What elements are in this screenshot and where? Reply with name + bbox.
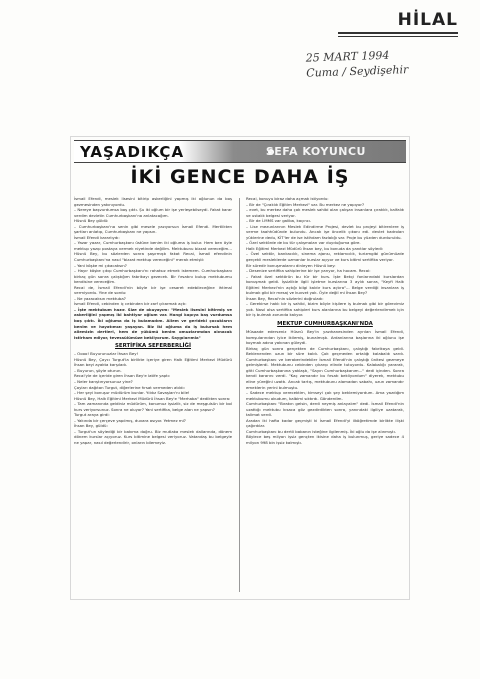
- paragraph: Recai, konuyu biraz daha açmak istiyordu:: [246, 196, 329, 201]
- article-column-right: [246, 196, 404, 594]
- handwritten-date: 25 MART 1994: [305, 48, 390, 65]
- paragraph: Recai'yle de içeride giren İhsan Bey'e latife yaptı:: [74, 373, 171, 379]
- masthead-rule-thin: [338, 36, 458, 37]
- section-title: YAŞADIKÇA: [80, 143, 185, 161]
- paragraph: – Yani köşke mi çıkacaksın?: [74, 262, 127, 268]
- handwritten-note: [306, 45, 457, 80]
- author-name: SEFA KOYUNCU: [265, 145, 366, 158]
- paragraph: – Bir de İ.MMS var galiba, kaçıncı.: [246, 218, 312, 224]
- paragraph: Bir süredir konuşmalarını dinleyen Hüsnü bey:: [246, 262, 336, 268]
- newspaper-masthead: HİLAL: [397, 10, 458, 30]
- paragraph: – Yakında bir çerçeve yapılmış, duvara asıyor. Yetmez mi?: [74, 417, 186, 423]
- newspaper-clipping: [74, 140, 406, 596]
- paragraph: – Desenize sertifika sahiplerine bir işe yarıyor, ha hocam. Recai:: [246, 268, 371, 274]
- paragraph: – Nereye başvurdumsa boş çıktı. Şu iki oğlum bir işe yerleşebilseydi. Fakat karar verdim devletin Cumhurbaşkanı'na anlatacağım.: [74, 207, 232, 218]
- subheading-letter: MEKTUP CUMHURBAŞKANI'NDA: [277, 321, 373, 328]
- paragraph: – Sadece mektup verecektim, kimseyi çok şey beklemiyordum. Ama yazdığım mektubumu okudum, kalbimi sıktırdı. Gönderdim.: [246, 390, 404, 401]
- section-header-bar: [74, 140, 406, 163]
- paragraph: Recai de, İsmail Efendi'nin böyle bir işe cesaret edebileceğine ihtimal vermiyordu. Yine de sordu:: [74, 284, 232, 296]
- article-column-left: [74, 196, 232, 594]
- paragraph: – evet, bu merkez daha çok meslek sahibi olan çalışan insanlara çıraklık, kalfalık ve ustalık belgesi veriyor.: [246, 207, 404, 218]
- paragraph: – Buyurun, şöyle oturun.: [74, 367, 122, 373]
- paragraph: – Lise mezunlarının Meslek Edindirme Projesi, devlet bu projeyi bitirenlere iş verme taahhüdünde bulundu. Ancak işe öncelik çıkanı edi. devlet kadroları yüklerine dedu, KİT'ler de ise istihdam fazlalığı var. Proje bu yüzden durduruldu.: [246, 223, 404, 240]
- masthead-rule: [338, 32, 458, 34]
- paragraph: – Özel sektör, bankacılık, sinema ajansı, reklamcılık, turizmgibi günümüzde gerçekli mesleklerde uzmanlar kurslar açıyor ve kurs bitimi sertifika veriyor.: [246, 251, 404, 263]
- paragraph: İsmail Efendi kararlıydı:: [74, 234, 120, 240]
- paragraph: – Ne yazacaksın mektuba?: [74, 295, 126, 301]
- paragraph: – Tam zamanında geldiniz müdürüm, konumuz işsizlik, siz de meşgulsün bir bol kurs veriyorsunuz. Sonra ne oluyor? Yani sertifika, belge alan ne yapsın?: [74, 401, 232, 412]
- paragraph: – Hayır köşke çıkıp Cumhurbaşkanı'nı rahatsız etmek istemem. Cumhurbaşkanı birkaç gün sonra çalıştığım fabrikayı gezecek. Bir fırsatını bulup mektubumu kendisine vereceğim.: [74, 268, 232, 285]
- paragraph: İsmail Efendi, cebinden iç cebinden bir zarf çıkarmak açtı:: [74, 301, 187, 307]
- paragraph: Çayları dağıtan Turgut, diğerlerine fırsat vermeden atıldı:: [74, 384, 185, 390]
- paragraph: Hüsnü Bey, Çaycı Turgut'la birlikte içeriye giren Halk Eğitimi Merkezi Müdürü İhsan beyi ayakta karşıladı.: [74, 356, 232, 368]
- paragraph: İhsan Bey, Recai'nin sözlerini doğruladı:: [246, 295, 324, 301]
- paragraph: Müsaade ederseniz Hüsnü Bey'in yazıhanesinden ayrılan İsmail Efendi, komşularından iyice ikilemiş, bunalmıştı. Ardanlarına başlarına iki oğlunu işe koymak adına yakınan güleydi.: [246, 329, 404, 346]
- paragraph: – İşte mektubum hazır. Size de okuyayım: "Meslek lisesini bitirmiş ve askerliğini yapmış iki bahtiyar oğlum var. Hangi kapıya baş vurdumsa boş çıktı. İki oğluma da iş bulamadım. Ailem ve gerideki çocukların benim ve hayatımızı yaşayan. Biz iki oğluma da iş bulursak hem ailemizin dertleri, hem de yükümü benim omuzlarımdan alınacak istirham ediyor, tevessülümüze bekliyorum. Saygılarımla": [74, 306, 232, 340]
- article-headline: İKİ GENCE DAHA İŞ: [130, 166, 350, 188]
- paragraph: Hüsnü Bey güldü:: [74, 218, 109, 224]
- paragraph: İsmail Efendi, meslek lisesini bitirip askerliğini yapmış iki oğlunun da boş gezmesinden yakınıyordu.: [74, 196, 232, 207]
- paragraph: – Neler karıştırıyorsunuz yine?: [74, 378, 133, 384]
- paragraph: – Cumhurbaşkanı'na senin gibi mesele yazıyorsun İsmail Efendi. Mertlikten şartları anlatıp, Cumhurbaşkanı ne yapsın.: [74, 223, 232, 235]
- paragraph: İhsan Bey, güldü:: [74, 423, 108, 429]
- paragraph: – Turgut'un söylediği bir bakıma doğru. Biz mutlaka meslek dallarında, dönem dönem kurslar açıyoruz. Kurs bitimine belgesi veriyoruz. Vatandaş bu belgeyle ne yapar, nasıl değerlendirir, onların bilemeyiz.: [74, 428, 232, 445]
- paragraph: Böylece beş milyon işsiz gençten ikisine daha iş bulunmuş, geriye sadece 4 milyon 998 bin işsiz kalmıştı.: [246, 434, 404, 445]
- paragraph: Aradan iki hafta kadar geçmişti ki İsmail Efendi'yi ilköğretimde birlikte ilişki çağırdılar.: [246, 417, 404, 429]
- subheading-certificate: SERTİFİKA SEFERBERLİĞİ: [115, 343, 191, 350]
- paragraph: Birkaç gün sonra gerçekten de Cumhurbaşkanı, çalıştığı fabrikaya geldi. Beklenenden uzun bir süre kaldı. Çok geçmeden ortalığı kalabalık sardı. Cumhurbaşkanı ve beraberindekiler İsmail Efendi'nin çalıştığı ünitesi gezmeye gelmişlerdi. Mektubunu cebinden çıkarıp elinde tutuyordu. Kalabalığı yararak, gitti Cumhurbaşkanına yaklaştı, "Sayın Cumhurbaşkanım..." dedi içinden. Sonra kendi kararını verdi. "Kaç zamandır bu fırsatı bekliyordum" diyerek, mektubu eline yüreğini uzattı. Ancak tartış, mektubunu alamadan sabahı, uzun zamandır emeklerin yerini bulmuştu.: [246, 345, 404, 390]
- paragraph: – Her şeyi konuşur müdürüm bunlar. Yıldız Savaşları'nı bile!: [74, 390, 190, 396]
- column-divider: [239, 198, 240, 592]
- paragraph: – Yazar yazar, Cumhurbaşkanı üstüne benim iki oğluma iş bulur. Hem ben öyle mektup yazıp postaya vermek niyetinde değilim. Mektubunu bizzat vereceğim... Hüsnü Bey, bu sözlerden sonra şaşırmıştı fakat Recai, İsmail efendinin Cumhurbaşkanı'na nasıl "bizzat mektup vereceğini" merak etmişti:: [74, 240, 232, 263]
- paragraph: Cumhurbaşkanı "Bırakın gelsin, derdi neymiş anlayalım" dedi. İsmail Efendi'nin uzattığı mektubu kısaca göz gezdirdikten sonra, yanındaki ilgiliye uzatarak, talimat verdi.: [246, 401, 404, 418]
- paragraph: – Özel sektörde de bu tür çalışmaları var duyduğuma göre.: [246, 240, 361, 246]
- paragraph: – Oooo! Buyurunuzlar İhsan Bey!: [74, 351, 139, 357]
- paragraph: Hüsnü Bey, Halk Eğitimi Merkezi Müdürü İhsan Bey'e "Merhaba" dedikten sonra:: [74, 395, 231, 401]
- paragraph: Turgut araya girdi:: [74, 412, 110, 418]
- paragraph: – Gerekirse haklı bir iş sahibi, bizim böyle kişilere iş bulmak gibi bir görevimiz yok. Nasıl olsa sertifika sahipleri kurs alanlarına bu belgeyi değerlendirmek için bir iş bulmak zorunda kalıyor.: [246, 301, 404, 318]
- paragraph: Cumhurbaşkanı bu dertli babanın isteğine ilgilenmiş. İki oğlu da işe alınmıştı.: [246, 428, 396, 434]
- paragraph: – Bir de "Çıraklık Eğitim Merkezi" var. Bu merkez ne yapıyor?: [246, 201, 365, 207]
- paragraph: – Fakat özel sektörün bu tür bir kurs. İşte Bekçi fonlarındaki kurslardan konuşmak geldi. İşsizlikle ilgili işletme kurslarına 3 aylık sonra, "Keyfi Halk Eğitimi Merkezi'nin açtığı bilgi kaldır kurs açtıra"... Belge verdiği insanlara iş bulmak gibi bir mesaj ve kuvvet yok. Öyle değil mi İhsan Bey?: [246, 273, 404, 296]
- handwritten-day-location: Cuma / Seydişehir: [306, 63, 409, 80]
- paragraph: Halk Eğitimi Merkezi Müdürü İhsan bey, bu konuda da yanıtlar söyledi:: [246, 245, 384, 251]
